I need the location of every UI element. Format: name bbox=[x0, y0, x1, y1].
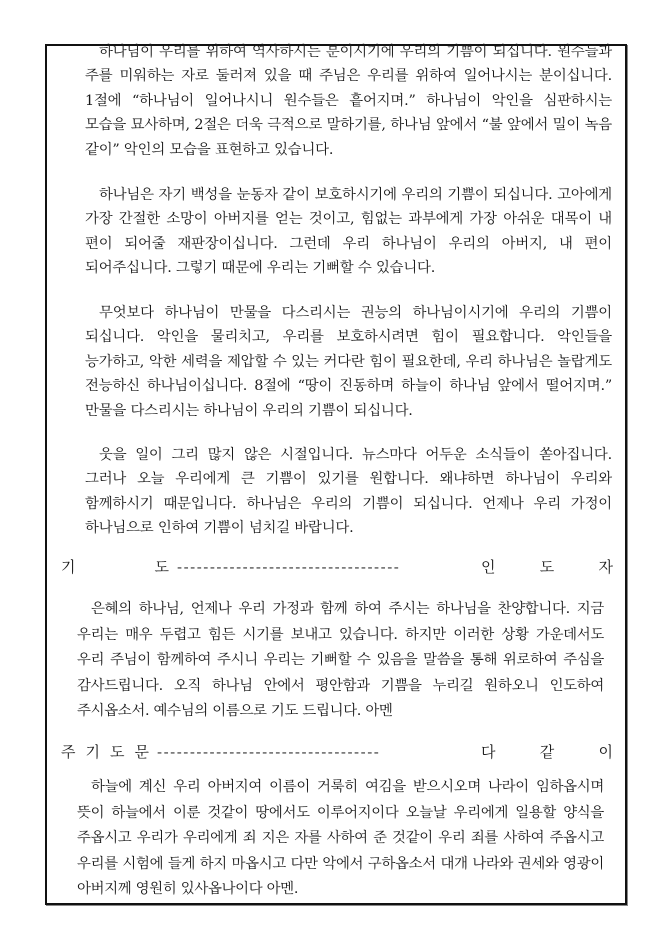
prayer-title bbox=[61, 555, 169, 579]
lords-prayer-heading bbox=[61, 740, 613, 764]
lords-prayer-title bbox=[61, 740, 149, 764]
lords-prayer-title-char: 주 bbox=[61, 743, 76, 761]
body-paragraph-3: 무엇보다 하나님이 만물을 다스리시는 권능의 하나님이시기에 우리의 기쁨이 되십니다. 악인을 물리치고, 우리를 보호하시려면 힘이 필요합니다. 악인들을 능가하고, 악한 세력을 제압할 수 있는 커다란 힘이 필요한데, 우리 하나님은 놀랍게도 전능하신 하나님이십니다. 8절에 “땅이 진동하며 하늘이 하나님 앞에서 떨어지며.” 만물을 다스리시는 하나님이 우리의 기쁨이 되십니다. bbox=[85, 305, 612, 419]
body-paragraph-2: 하나님은 자기 백성을 눈동자 같이 보호하시기에 우리의 기쁨이 되십니다. 고아에게 가장 간절한 소망이 아버지를 얻는 것이고, 힘없는 과부에게 가장 아쉬운 대목이 내 편이 되어줄 재판장이십니다. 그런데 우리 하나님이 우리의 아버지, 내 편이 되어주십니다. 그렇기 때문에 우리는 기뻐할 수 있습니다. bbox=[85, 187, 612, 277]
lords-prayer-recitation-char: 이 bbox=[598, 743, 613, 761]
lords-prayer-recitation-char: 다 bbox=[481, 743, 496, 761]
prayer-leader-char: 자 bbox=[598, 558, 613, 576]
body-paragraph-1: 하나님이 우리를 위하여 역사하시는 분이시기에 우리의 기쁨이 되십니다. 원수들과 주를 미워하는 자로 둘러져 있을 때 주님은 우리를 위하여 일어나시는 분이십니다. 1절에 “하나님이 일어나시니 원수들은 흩어지며.” 하나님이 악인을 심판하시는 모습을 묘사하며, 2절은 더욱 극적으로 말하기를, 하나님 앞에서 “불 앞에서 밀이 녹음 같이” 악인의 모습을 표현하고 있습니다. bbox=[85, 44, 612, 158]
lords-prayer-title-char: 문 bbox=[134, 743, 149, 761]
prayer-leader bbox=[481, 555, 613, 579]
lords-prayer-title-char: 도 bbox=[110, 743, 125, 761]
prayer-text: 은혜의 하나님, 언제나 우리 가정과 함께 하여 주시는 하나님을 찬양합니다. 지금 우리는 매우 두렵고 힘든 시기를 보내고 있습니다. 하지만 이러한 상황 가운데서도 우리 주님이 함께하여 주시니 우리는 기뻐할 수 있음을 말씀을 통해 위로하여 주심을 감사드립니다. 오직 하나님 안에서 평안함과 기쁨을 누리길 원하오니 인도하여 주시옵소서. 예수님의 이름으로 기도 드립니다. 아멘 bbox=[77, 601, 604, 719]
page-border-frame bbox=[45, 44, 627, 905]
prayer-title-char: 도 bbox=[154, 558, 169, 576]
body-paragraph-4: 웃을 일이 그리 많지 않은 시절입니다. 뉴스마다 어두운 소식들이 쏟아집니다. 그러나 오늘 우리에게 큰 기쁨이 있기를 원합니다. 왜냐하면 하나님이 우리와 함께하시기 때문입니다. 하나님은 우리의 기쁨이 되십니다. 언제나 우리 가정이 하나님으로 인하여 기쁨이 넘치길 바랍니다. bbox=[85, 447, 612, 537]
prayer-heading bbox=[61, 555, 613, 579]
lords-prayer-title-char: 기 bbox=[85, 743, 100, 761]
lords-prayer-heading-dashes: ---------------------------------- bbox=[157, 743, 381, 761]
prayer-title-char: 기 bbox=[61, 558, 76, 576]
prayer-leader-char: 인 bbox=[481, 558, 496, 576]
lords-prayer-text: 하늘에 계신 우리 아버지여 이름이 거룩히 여김을 받으시오며 나라이 임하옵시며 뜻이 하늘에서 이룬 것같이 땅에서도 이루어지이다 오늘날 우리에게 일용할 양식을 주옵시고 우리가 우리에게 죄 지은 자를 사하여 준 것같이 우리 죄를 사하여 주옵시고 우리를 시험에 들게 하지 마옵시고 다만 악에서 구하옵소서 대개 나라와 권세와 영광이 아버지께 영원히 있사옵나이다 아멘. bbox=[77, 779, 604, 897]
lords-prayer-recitation bbox=[481, 740, 613, 764]
prayer-heading-dashes: ---------------------------------- bbox=[177, 558, 401, 576]
lords-prayer-recitation-char: 같 bbox=[539, 743, 555, 761]
prayer-leader-char: 도 bbox=[539, 558, 555, 576]
